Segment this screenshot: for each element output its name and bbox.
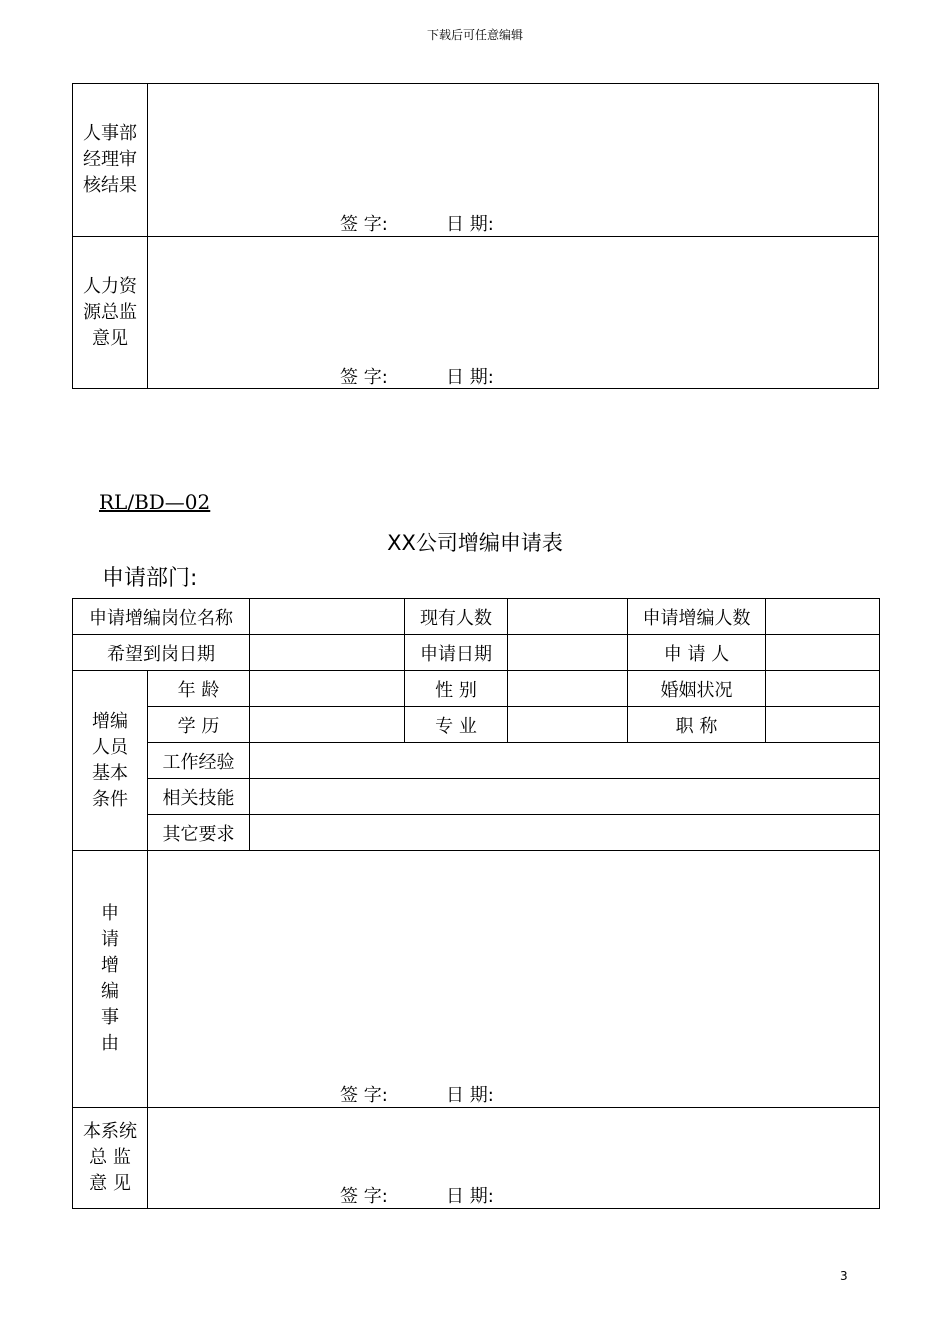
department-label: 申请部门: bbox=[102, 566, 198, 591]
hr-manager-review-label: 人事部 经理审 核结果 bbox=[73, 84, 148, 237]
work-experience-field[interactable] bbox=[250, 743, 880, 779]
other-requirements-label: 其它要求 bbox=[148, 815, 250, 851]
current-count-field[interactable] bbox=[508, 599, 628, 635]
marital-status-label: 婚姻状况 bbox=[628, 671, 766, 707]
table-row bbox=[73, 851, 880, 1108]
page-number: 3 bbox=[840, 1269, 848, 1283]
table-row bbox=[73, 599, 880, 635]
request-count-label: 申请增编人数 bbox=[628, 599, 766, 635]
table-row bbox=[73, 743, 880, 779]
table-row bbox=[73, 84, 879, 237]
sign-label: 签 字: bbox=[340, 214, 388, 235]
date-label: 日 期: bbox=[446, 1186, 494, 1207]
basic-conditions-label: 增编 人员 基本 条件 bbox=[73, 671, 148, 851]
hr-director-opinion-label: 人力资 源总监 意见 bbox=[73, 237, 148, 389]
table-row bbox=[73, 671, 880, 707]
sign-label: 签 字: bbox=[340, 1085, 388, 1106]
education-label: 学 历 bbox=[148, 707, 250, 743]
work-experience-label: 工作经验 bbox=[148, 743, 250, 779]
table-row bbox=[73, 815, 880, 851]
major-label: 专 业 bbox=[405, 707, 508, 743]
date-label: 日 期: bbox=[446, 1085, 494, 1106]
date-label: 日 期: bbox=[446, 367, 494, 388]
gender-label: 性 别 bbox=[405, 671, 508, 707]
table-row bbox=[73, 779, 880, 815]
other-requirements-field[interactable] bbox=[250, 815, 880, 851]
related-skills-label: 相关技能 bbox=[148, 779, 250, 815]
table-row bbox=[73, 237, 879, 389]
applicant-field[interactable] bbox=[766, 635, 880, 671]
position-name-label: 申请增编岗位名称 bbox=[73, 599, 250, 635]
form-code: RL/BD—02 bbox=[99, 490, 211, 514]
director-opinion-label: 本系统 总 监 意 见 bbox=[73, 1108, 148, 1209]
hr-manager-review-field[interactable] bbox=[148, 84, 879, 237]
apply-date-label: 申请日期 bbox=[405, 635, 508, 671]
current-count-label: 现有人数 bbox=[405, 599, 508, 635]
review-table bbox=[72, 83, 879, 389]
table-row bbox=[73, 635, 880, 671]
form-title: XX公司增编申请表 bbox=[387, 531, 563, 555]
reason-field[interactable] bbox=[148, 851, 880, 1108]
education-field[interactable] bbox=[250, 707, 405, 743]
title-field[interactable] bbox=[766, 707, 880, 743]
director-opinion-field[interactable] bbox=[148, 1108, 880, 1209]
hr-director-opinion-field[interactable] bbox=[148, 237, 879, 389]
related-skills-field[interactable] bbox=[250, 779, 880, 815]
application-table bbox=[72, 598, 880, 1209]
age-field[interactable] bbox=[250, 671, 405, 707]
header-note: 下载后可任意编辑 bbox=[426, 28, 523, 42]
gender-field[interactable] bbox=[508, 671, 628, 707]
position-name-field[interactable] bbox=[250, 599, 405, 635]
date-label: 日 期: bbox=[446, 214, 494, 235]
age-label: 年 龄 bbox=[148, 671, 250, 707]
expected-date-field[interactable] bbox=[250, 635, 405, 671]
apply-date-field[interactable] bbox=[508, 635, 628, 671]
applicant-label: 申 请 人 bbox=[628, 635, 766, 671]
marital-status-field[interactable] bbox=[766, 671, 880, 707]
reason-label: 申 请 增 编 事 由 bbox=[73, 851, 148, 1108]
expected-date-label: 希望到岗日期 bbox=[73, 635, 250, 671]
table-row bbox=[73, 707, 880, 743]
major-field[interactable] bbox=[508, 707, 628, 743]
sign-label: 签 字: bbox=[340, 1186, 388, 1207]
title-label: 职 称 bbox=[628, 707, 766, 743]
sign-label: 签 字: bbox=[340, 367, 388, 388]
request-count-field[interactable] bbox=[766, 599, 880, 635]
table-row bbox=[73, 1108, 880, 1209]
